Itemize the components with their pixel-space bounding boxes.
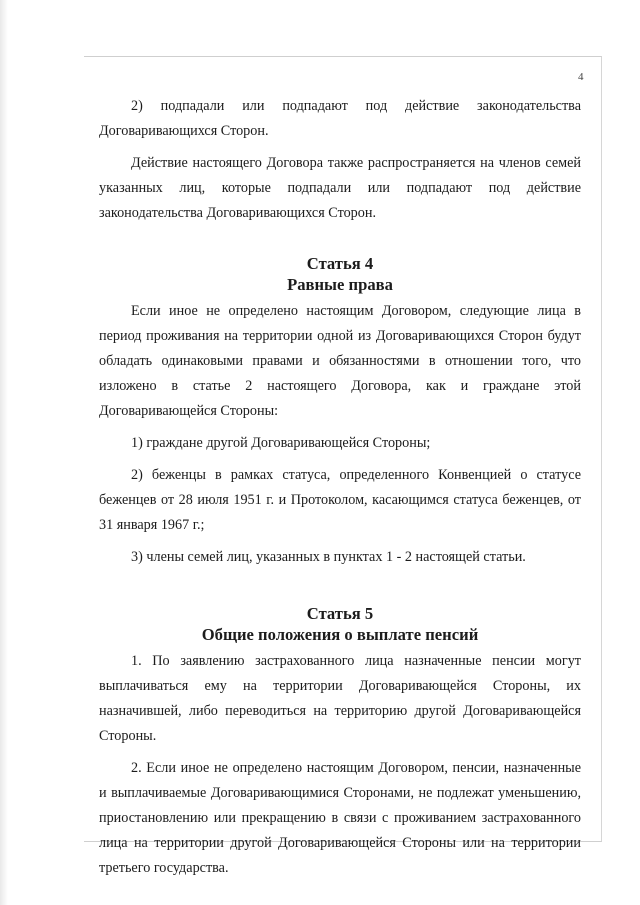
article-4-title: Равные права	[287, 275, 393, 294]
page-number: 4	[578, 71, 584, 83]
article-5-title: Общие положения о выплате пенсий	[201, 625, 479, 644]
article-4-item-1: 1) граждане другой Договаривающейся Стороны;	[131, 435, 431, 451]
article-5-paragraph-2: 2. Если иное не определено настоящим Договором, пенсии, назначенные и выплачиваемые Договаривающимися Сторонами, не подлежат уменьшению, приостановлению или прекращению в связи с проживанием застрахованного лица на территории другой Договаривающейся Стороны или на территории третьего государства.	[99, 760, 581, 876]
intro-section	[99, 94, 581, 226]
article-5-paragraph-1: 1. По заявлению застрахованного лица назначенные пенсии могут выплачиваться ему на территории Договаривающейся Стороны, их назначившей, либо переводиться на территорию другой Договаривающейся Стороны.	[99, 653, 581, 744]
article-4-item-2: 2) беженцы в рамках статуса, определенного Конвенцией о статусе беженцев от 28 июля 1951 г. и Протоколом, касающимся статуса беженцев, от 31 января 1967 г.;	[99, 467, 581, 533]
intro-paragraph-2: Действие настоящего Договора также распространяется на членов семей указанных лиц, которые подпадали или подпадают под действие законодательства Договаривающихся Сторон.	[99, 155, 581, 221]
scan-edge-shadow	[0, 0, 8, 905]
article-4-item-3: 3) члены семей лиц, указанных в пунктах 1 - 2 настоящей статьи.	[131, 549, 526, 565]
article-5	[99, 603, 581, 881]
article-4	[99, 253, 581, 570]
intro-paragraph-1: 2) подпадали или подпадают под действие законодательства Договаривающихся Сторон.	[99, 98, 581, 139]
article-4-number: Статья 4	[306, 254, 374, 273]
article-4-lead: Если иное не определено настоящим Договором, следующие лица в период проживания на территории одной из Договаривающихся Сторон будут обладать одинаковыми правами и обязанностями в отношении того, что изложено в статье 2 настоящего Договора, как и граждане этой Договаривающейся Стороны:	[99, 303, 581, 419]
document-body	[99, 94, 581, 888]
article-5-number: Статья 5	[306, 604, 374, 623]
